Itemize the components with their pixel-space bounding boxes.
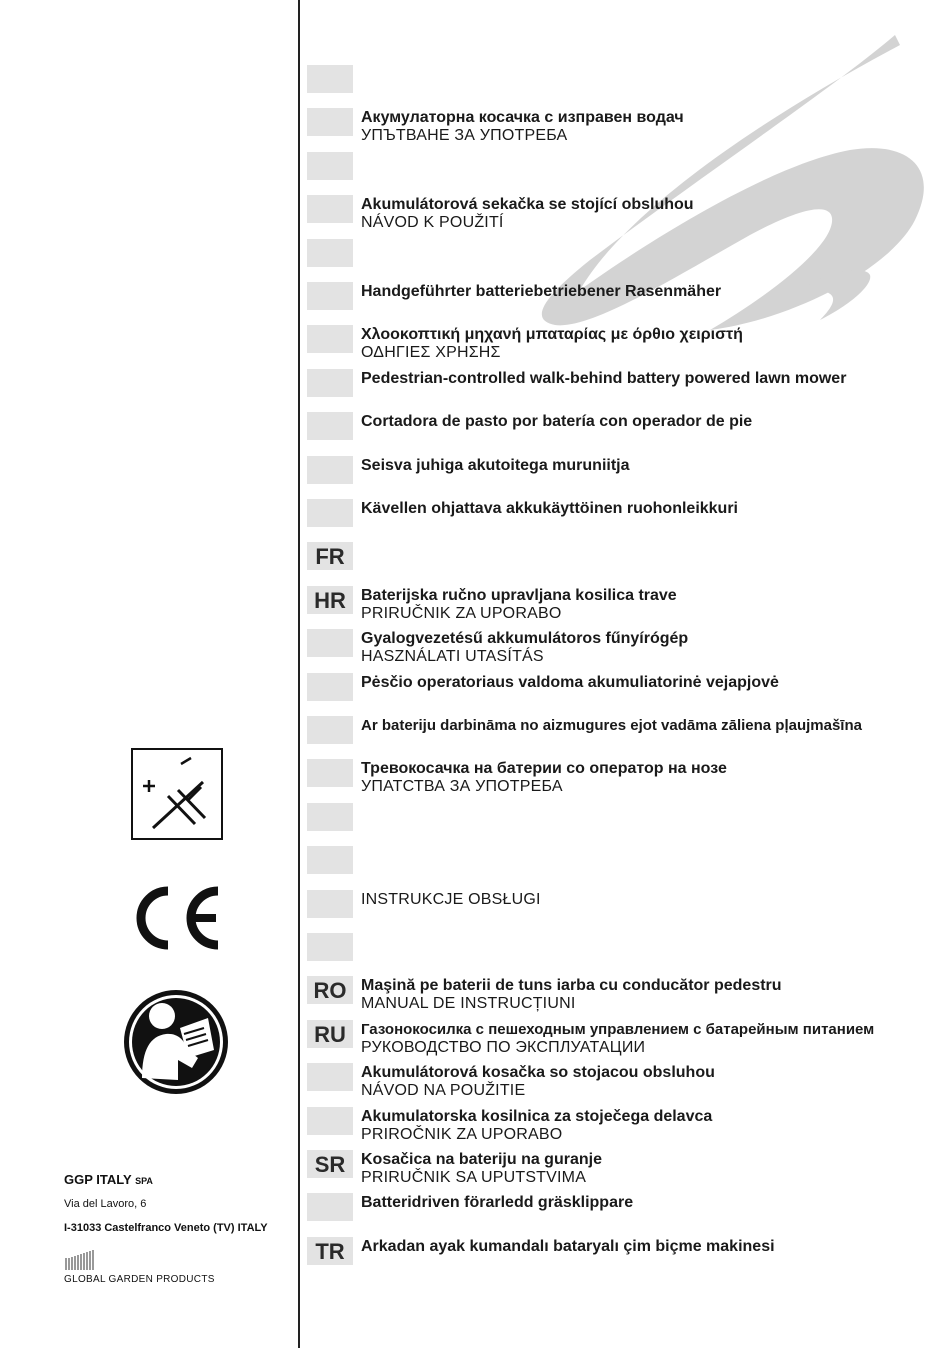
- entry-title: Pėsčio operatoriaus valdoma akumuliatorinė vejapjovė: [361, 674, 779, 691]
- language-code-label: [307, 282, 353, 310]
- entry-title: Handgeführter batteriebetriebener Rasenmäher: [361, 283, 722, 300]
- language-code-label: [307, 239, 353, 267]
- entry-subtitle: УПЪТВАНЕ ЗА УПОТРЕБА: [361, 127, 568, 144]
- language-code-label: [307, 195, 353, 223]
- entry-title: Тревокосачка на батерии со оператор на нозе: [361, 760, 727, 777]
- entry-title: Pedestrian-controlled walk-behind battery powered lawn mower: [361, 370, 847, 387]
- company-name: [64, 1172, 153, 1187]
- language-code-label: [307, 499, 353, 527]
- entry-title: Seisva juhiga akutoitega muruniitja: [361, 457, 630, 474]
- entry-title: Cortadora de pasto por batería con operador de pie: [361, 413, 753, 430]
- language-code-label: [307, 1063, 353, 1091]
- language-code-label: [307, 65, 353, 93]
- language-code-label: FR: [307, 542, 353, 570]
- language-code-label: [307, 846, 353, 874]
- entry-title: Akumulátorová sekačka se stojící obsluhou: [361, 196, 694, 213]
- language-code-label: [307, 369, 353, 397]
- entry-subtitle: INSTRUKCJE OBSŁUGI: [361, 891, 541, 908]
- language-code-label: [307, 1107, 353, 1135]
- entry-title: Акумулаторна косачка с изправен водач: [361, 109, 684, 126]
- entry-title: Χλοοκοπτική μηχανή μπαταρίας με όρθιο χειριστή: [361, 326, 743, 343]
- language-code-label: RO: [307, 976, 353, 1004]
- entry-title: Gyalogvezetésű akkumulátoros fűnyírógép: [361, 630, 689, 647]
- language-code-label: [307, 629, 353, 657]
- entry-title: Ar bateriju darbināma no aizmugures ejot vadāma zāliena pļaujmašīna: [361, 717, 862, 734]
- language-code-label: [307, 673, 353, 701]
- language-code-label: [307, 108, 353, 136]
- language-code-label: [307, 716, 353, 744]
- entry-title: Kävellen ohjattava akkukäyttöinen ruohonleikkuri: [361, 500, 738, 517]
- language-code-label: [307, 456, 353, 484]
- language-code-label: [307, 325, 353, 353]
- language-code-label: [307, 1193, 353, 1221]
- battery-icon: [131, 748, 223, 840]
- ce-mark-icon: [130, 885, 225, 951]
- language-code-label: [307, 759, 353, 787]
- language-code-label: [307, 412, 353, 440]
- entry-title: Akumulátorová kosačka so stojacou obsluhou: [361, 1064, 715, 1081]
- language-code-label: [307, 803, 353, 831]
- vertical-divider: [298, 0, 300, 1348]
- entry-subtitle: РУКОВОДСТВО ПО ЭКСПЛУАТАЦИИ: [361, 1039, 646, 1056]
- entry-subtitle: HASZNÁLATI UTASÍTÁS: [361, 648, 544, 665]
- language-code-label: [307, 933, 353, 961]
- entry-subtitle: PRIRUČNIK SA UPUTSTVIMA: [361, 1169, 587, 1186]
- entry-title: Kosačica na bateriju na guranje: [361, 1151, 602, 1168]
- brand-name: GLOBAL GARDEN PRODUCTS: [64, 1274, 215, 1285]
- entry-subtitle: MANUAL DE INSTRUCȚIUNI: [361, 995, 576, 1012]
- entry-subtitle: ΟΔΗΓΙΕΣ ΧΡΗΣΗΣ: [361, 344, 501, 361]
- read-manual-icon: [122, 988, 230, 1096]
- entry-subtitle: NÁVOD NA POUŽITIE: [361, 1082, 526, 1099]
- ggp-logo-icon: [64, 1248, 104, 1270]
- entry-title: Газонокосилка с пешеходным управлением с батарейным питанием: [361, 1021, 875, 1038]
- entry-title: Batteridriven förarledd gräsklippare: [361, 1194, 634, 1211]
- entry-title: Baterijska ručno upravljana kosilica trave: [361, 587, 677, 604]
- entry-title: Maşină pe baterii de tuns iarba cu conducător pedestru: [361, 977, 782, 994]
- language-code-label: RU: [307, 1020, 353, 1048]
- entry-title: Akumulatorska kosilnica za stoječega delavca: [361, 1108, 713, 1125]
- address-line-2: I-31033 Castelfranco Veneto (TV) ITALY: [64, 1222, 268, 1234]
- language-code-label: HR: [307, 586, 353, 614]
- language-code-label: [307, 152, 353, 180]
- entry-subtitle: PRIROČNIK ZA UPORABO: [361, 1126, 563, 1143]
- company-name-text: GGP ITALY: [64, 1172, 132, 1187]
- entry-subtitle: УПАТСТВА ЗА УПОТРЕБА: [361, 778, 563, 795]
- entry-subtitle: PRIRUČNIK ZA UPORABO: [361, 605, 562, 622]
- language-code-label: TR: [307, 1237, 353, 1265]
- company-suffix: SPA: [135, 1176, 153, 1186]
- language-code-label: SR: [307, 1150, 353, 1178]
- language-code-label: [307, 890, 353, 918]
- entry-subtitle: NÁVOD K POUŽITÍ: [361, 214, 504, 231]
- address-line-1: Via del Lavoro, 6: [64, 1198, 147, 1210]
- entry-title: Arkadan ayak kumandalı bataryalı çim biçme makinesi: [361, 1238, 775, 1255]
